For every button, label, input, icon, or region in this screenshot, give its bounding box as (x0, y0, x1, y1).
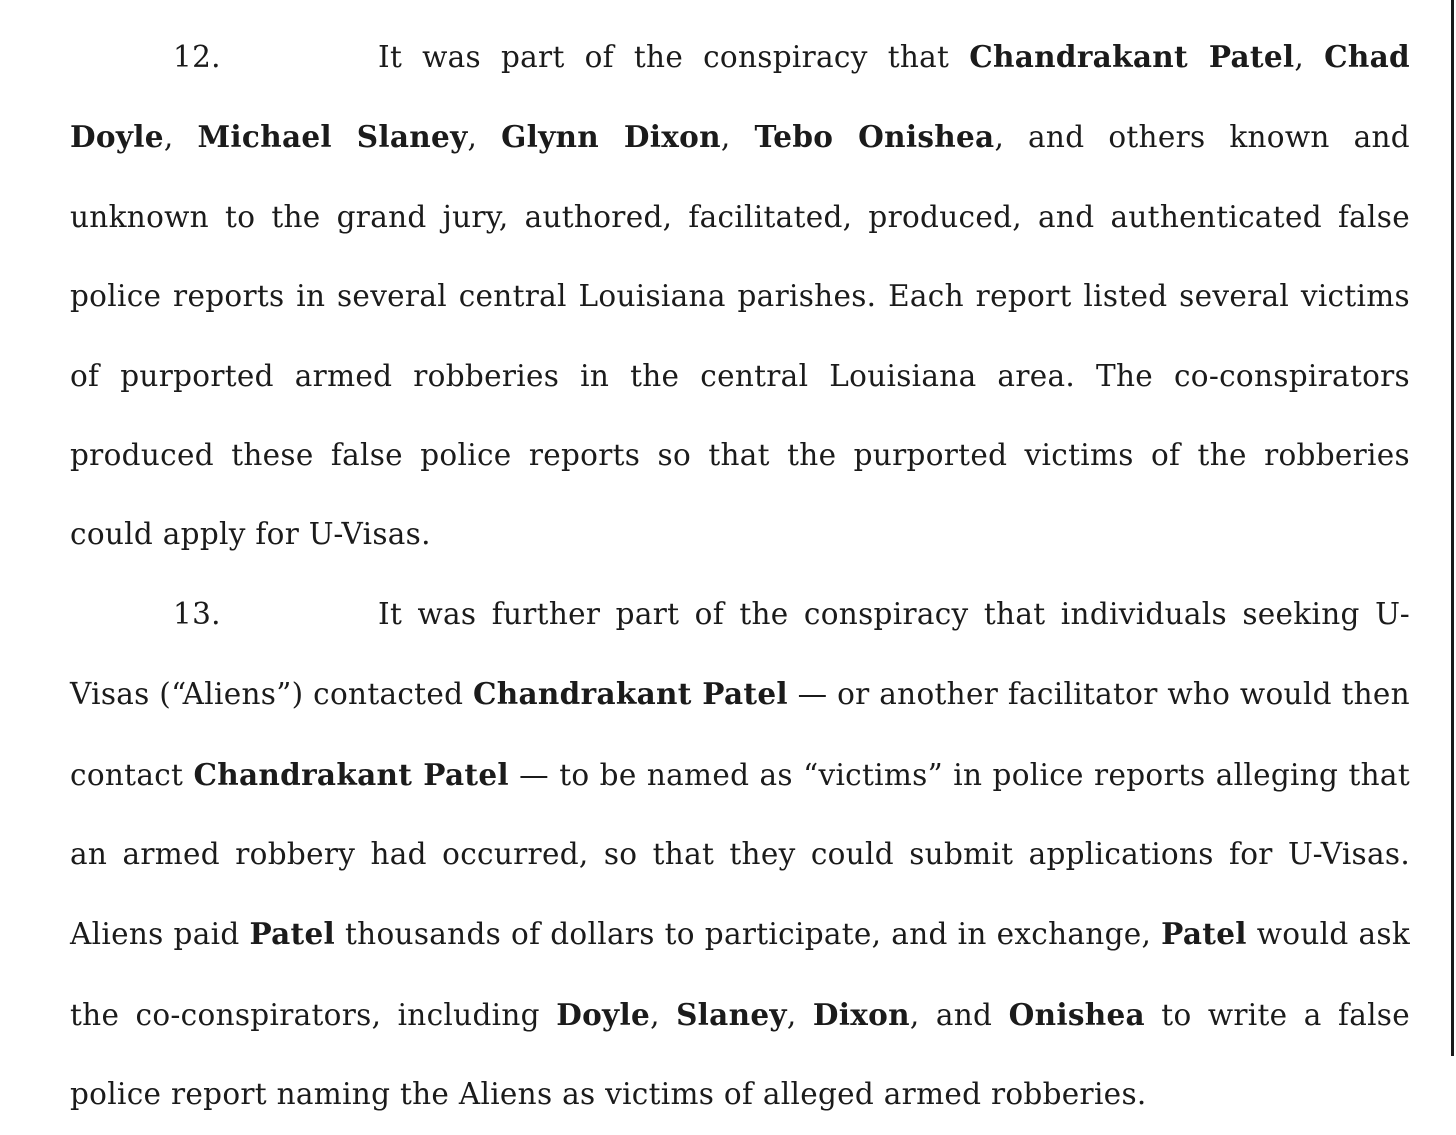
text-segment: to write a false police report naming the Aliens as victims of alleged armed robberies. (70, 997, 1411, 1112)
text-segment: , (786, 997, 813, 1032)
defendant-name: Chandrakant Patel (472, 676, 788, 712)
text-segment: It was part of the conspiracy that (378, 40, 970, 74)
text-segment: thousands of dollars to participate, and in exchange, (335, 917, 1162, 952)
text-segment: would ask the co-conspirators, including (70, 917, 1411, 1032)
paragraph-13 (70, 575, 1410, 1135)
text-segment: , and (909, 997, 1009, 1032)
text-segment: It was further part of the conspiracy that individuals seeking U-Visas (“Aliens”) contacted (70, 596, 1410, 712)
defendant-name: Slaney (676, 996, 787, 1032)
defendant-name: Glynn Dixon (501, 119, 721, 155)
text-segment: , (467, 120, 502, 155)
defendant-name: Doyle (556, 996, 651, 1032)
text-segment: — or another facilitator who would then contact (70, 677, 1410, 792)
defendant-name: Patel (249, 916, 336, 952)
defendant-name: Michael Slaney (197, 119, 468, 155)
paragraph-number: 13. (173, 596, 221, 631)
defendant-name: Chad Doyle (70, 39, 1410, 155)
defendant-name: Chandrakant Patel (193, 756, 509, 792)
defendant-name: Tebo Onishea (754, 119, 995, 155)
document-body (70, 17, 1410, 1135)
defendant-name: Onishea (1008, 996, 1145, 1032)
text-segment: , (720, 120, 755, 155)
text-segment: , and others known and unknown to the grand jury, authored, facilitated, produced, and authenticated false police reports in several central Louisiana parishes. Each report listed several victims of purported armed robberies in the central Louisiana area. The co-conspirators produced these false police reports so that the purported victims of the robberies could apply for U-Visas. (70, 120, 1410, 552)
scan-edge-line (1451, 0, 1454, 1056)
text-segment: — to be named as “victims” in police reports alleging that an armed robbery had occurred, so that they could submit applications for U-Visas. Aliens paid (70, 757, 1410, 952)
text-segment: , (650, 997, 677, 1032)
defendant-name: Chandrakant Patel (969, 39, 1295, 74)
paragraph-number: 12. (173, 40, 221, 74)
text-segment: , (163, 120, 198, 155)
defendant-name: Patel (1161, 916, 1247, 952)
paragraph-12 (70, 17, 1410, 575)
defendant-name: Dixon (812, 996, 910, 1032)
text-segment: , (1294, 40, 1325, 74)
